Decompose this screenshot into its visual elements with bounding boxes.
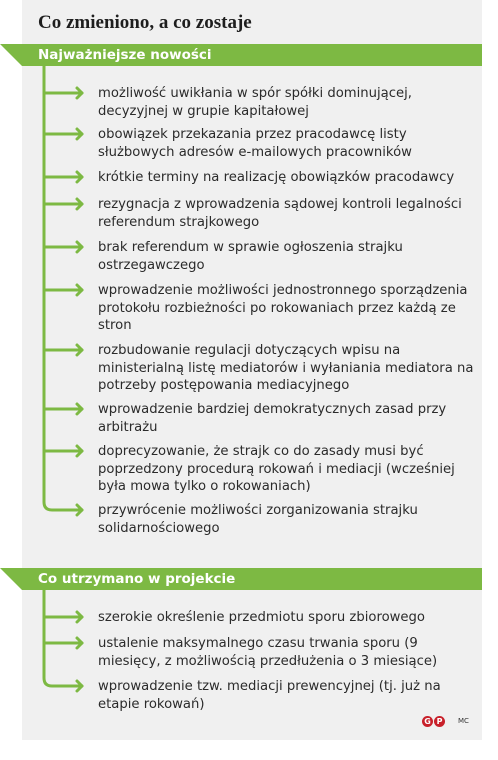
page-title: Co zmieniono, a co zostaje <box>38 12 252 33</box>
list-item: szerokie określenie przedmiotu sporu zbiorowego <box>98 610 425 625</box>
list-item: krótkie terminy na realizację obowiązków pracodawcy <box>98 170 455 185</box>
list-item: wprowadzenie tzw. mediacji prewencyjnej (tj. już na etapie rokowań) <box>98 679 441 712</box>
list-item: wprowadzenie bardziej demokratycznych zasad przy arbitrażu <box>98 402 447 435</box>
list-item: możliwość uwikłania w spór spółki dominującej, decyzyjnej w grupie kapitałowej <box>98 86 412 119</box>
publisher-logo <box>422 716 446 727</box>
header-arrow-decoration <box>0 44 22 66</box>
list-item: brak referendum w sprawie ogłoszenia strajku ostrzegawczego <box>98 240 403 273</box>
logo-letter-g: G <box>422 716 433 727</box>
list-item: rozbudowanie regulacji dotyczących wpisu na ministerialną listę mediatorów i wyłaniania mediatora na potrzeby postępowania mediacyjnego <box>98 343 474 393</box>
list-item: obowiązek przekazania przez pracodawcę listy służbowych adresów e-mailowych pracowników <box>98 127 412 160</box>
section-header-kept: Co utrzymano w projekcie <box>22 568 482 590</box>
header-arrow-decoration <box>0 568 22 590</box>
list-item: doprecyzowanie, że strajk co do zasady musi być poprzedzony procedurą rokowań i mediacji (wcześniej była mowa tylko o rokowaniach) <box>98 444 455 494</box>
list-item: rezygnacja z wprowadzenia sądowej kontroli legalności referendum strajkowego <box>98 197 462 230</box>
logo-letter-p: P <box>434 716 445 727</box>
list-item: ustalenie maksymalnego czasu trwania sporu (9 miesięcy, z możliwością przedłużenia o 3 miesiące) <box>98 636 438 669</box>
section-header-new: Najważniejsze nowości <box>22 44 482 66</box>
list-item: wprowadzenie możliwości jednostronnego sporządzenia protokołu rozbieżności po rokowaniach przez każdą ze stron <box>98 283 468 333</box>
author-credit: MC <box>458 717 469 725</box>
list-item: przywrócenie możliwości zorganizowania strajku solidarnościowego <box>98 503 418 536</box>
